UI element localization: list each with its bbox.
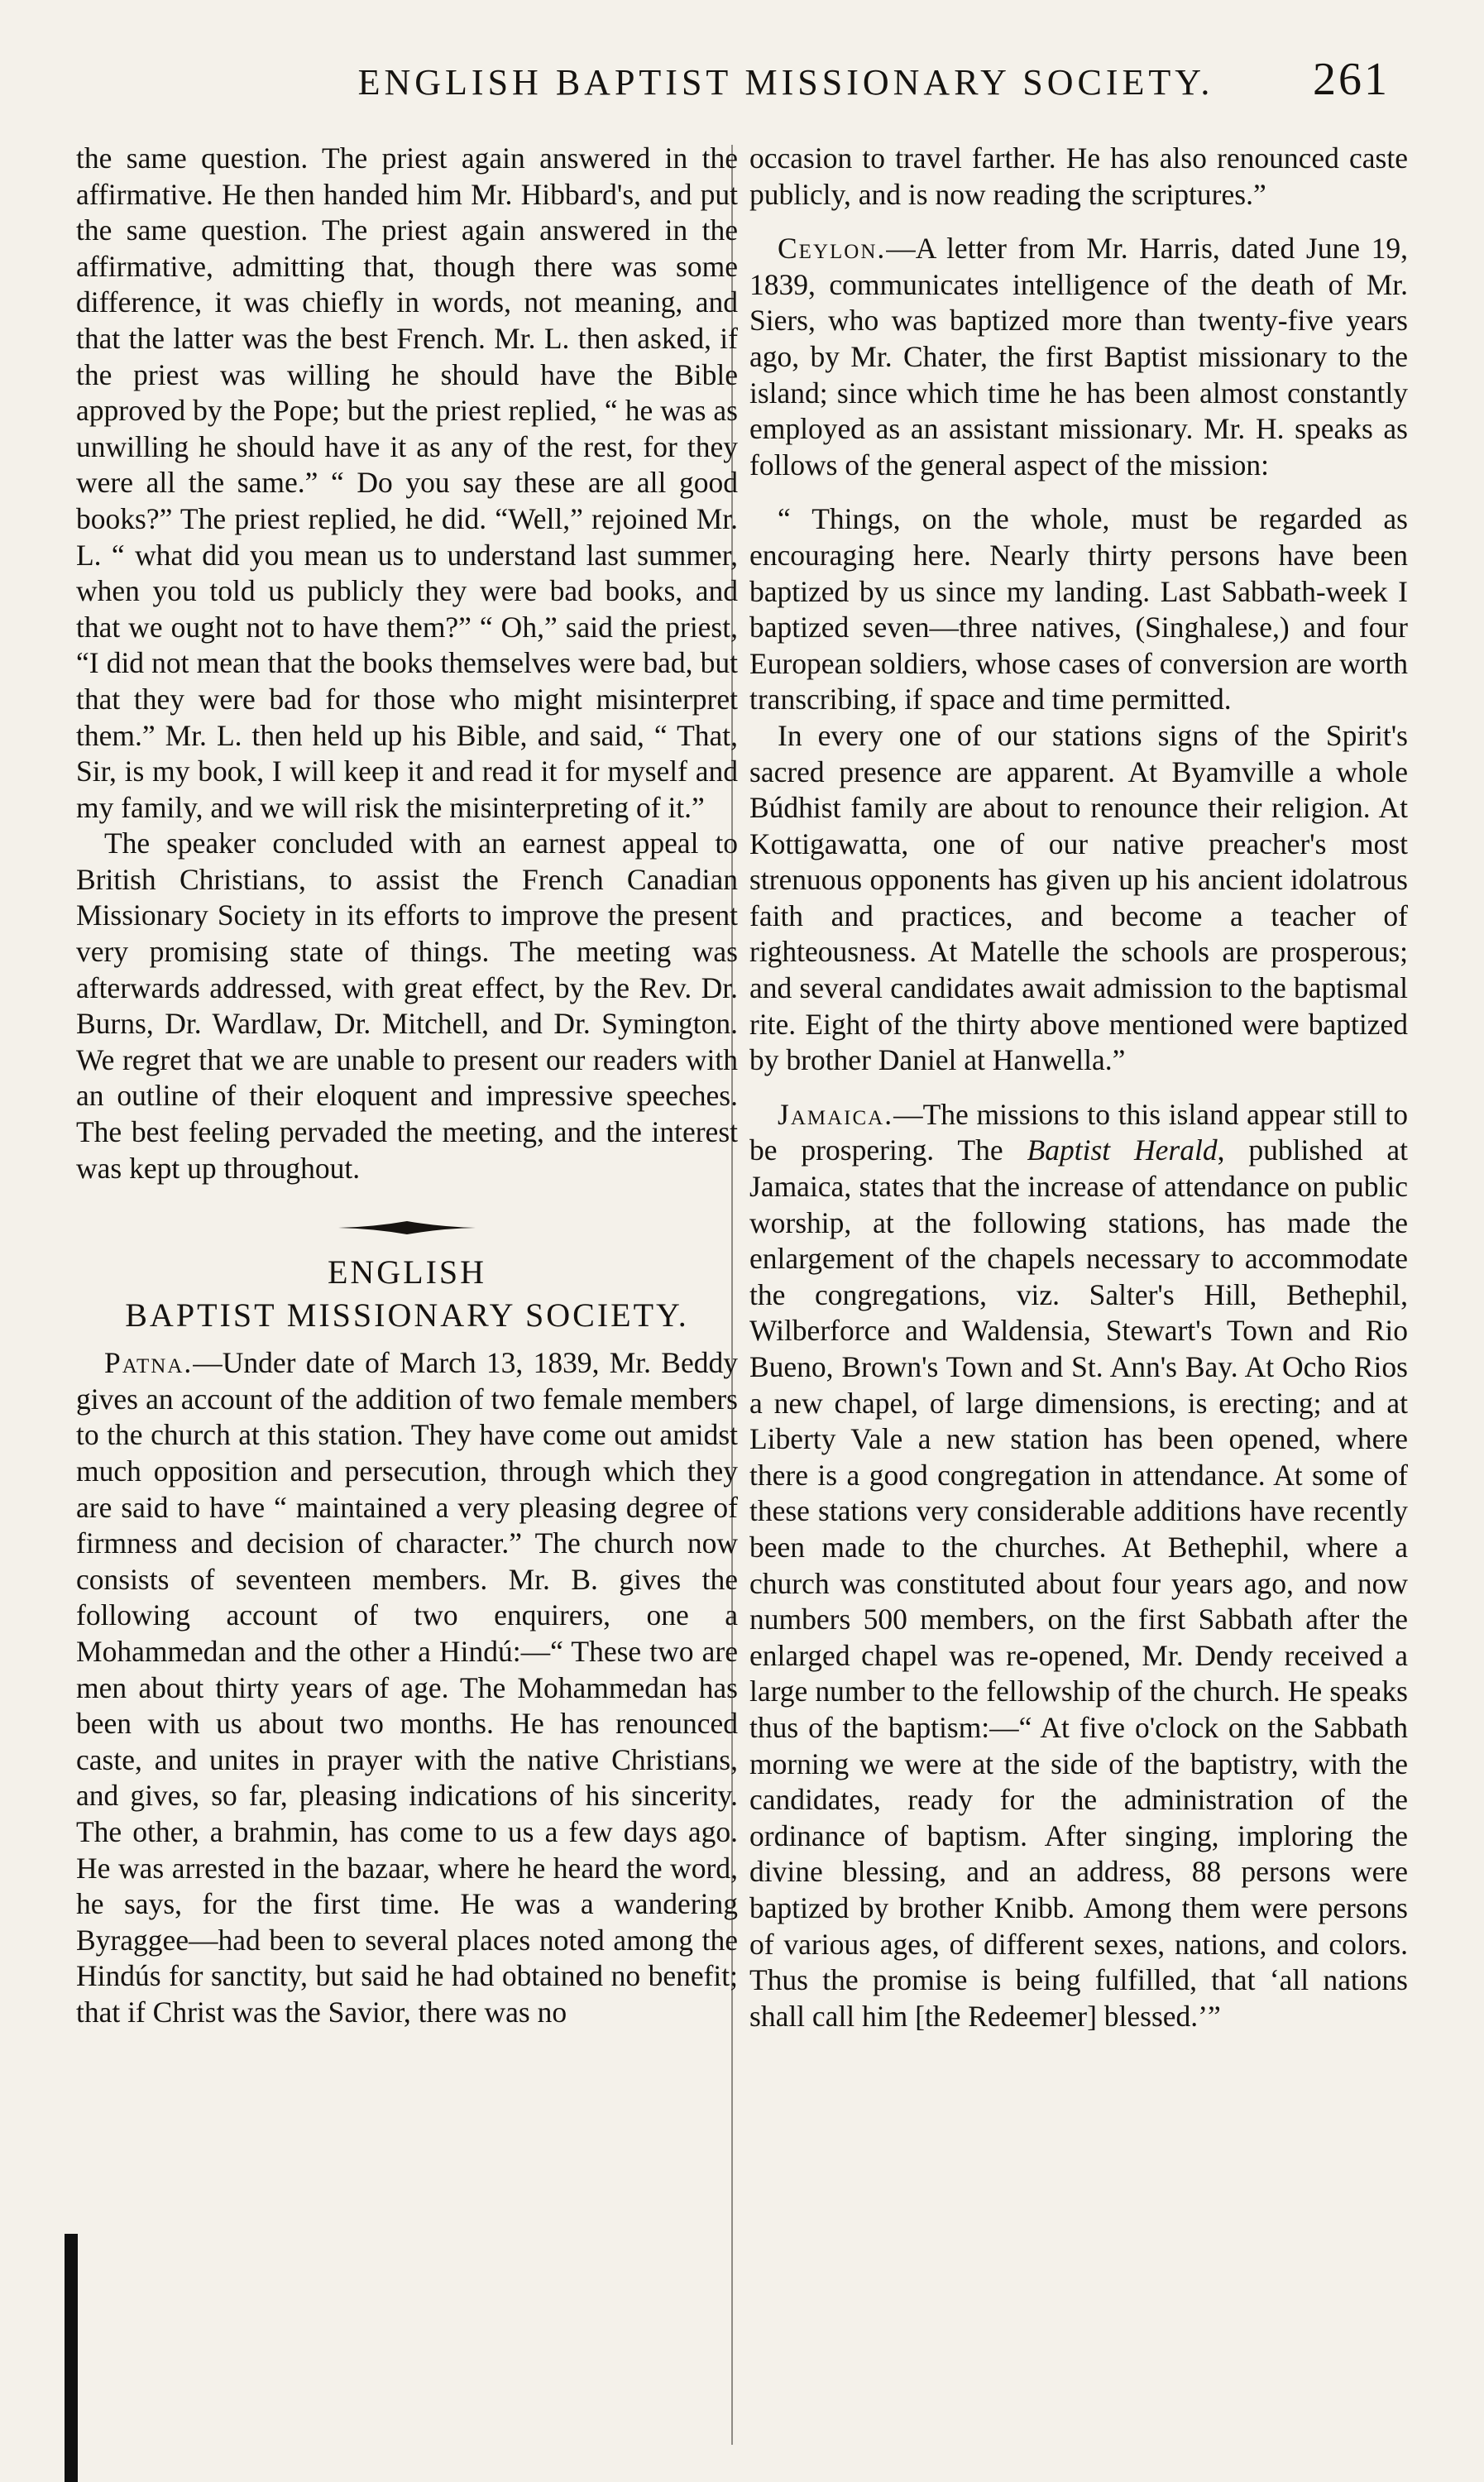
jamaica-publication-title: Baptist Herald (1027, 1133, 1218, 1167)
place-name-patna: Patna. (104, 1346, 194, 1380)
running-head (248, 53, 1390, 111)
ceylon-text: —A letter from Mr. Harris, dated June 19, 1839, communicates intelligence of the death of Mr. Siers, who was baptized more than twenty-five years ago, by Mr. Chater, the first Baptist missionary to the island; since which time he has been almost constantly employed as an assistant missionary. Mr. H. speaks as follows of the general aspect of the mission: (749, 232, 1408, 482)
printers-ornament-rule-icon (337, 1219, 477, 1236)
running-title: ENGLISH BAPTIST MISSIONARY SOCIETY. (357, 62, 1214, 103)
left-column (76, 141, 738, 2031)
paragraph-continuation: occasion to travel farther. He has also renounced caste publicly, and is now reading the scriptures.” (749, 141, 1408, 211)
paragraph-jamaica (749, 1097, 1408, 2034)
section-heading-english: ENGLISH (327, 1253, 487, 1291)
page-number: 261 (1313, 54, 1390, 105)
page-binding-edge (65, 2234, 78, 2482)
paragraph-speaker-concluded: The speaker concluded with an earnest appeal to British Christians, to assist the French Canadian Missionary Society in its efforts to improve the present very promising state of things. The meeting was afterwards addressed, with great effect, by the Rev. Dr. Burns, Dr. Wardlaw, Dr. Mitchell, and Dr. Symington. We regret that we are unable to present our readers with an outline of their eloquent and impressive speeches. The best feeling pervaded the meeting, and the interest was kept up throughout. (76, 827, 738, 1185)
paragraph-priest-dialogue: the same question. The priest again answered in the affirmative. He then handed him Mr. Hibbard's, and put the same question. The priest again answered in the affirmative, admitting that, though there was some difference, it was chiefly in words, not meaning, and that the latter was the best French. Mr. L. then asked, if the priest was willing he should have the Bible approved by the Pope; but the priest replied, “ he was as unwilling he should have it as any of the rest, for they were all the same.” “ Do you say these are all good books?” The priest replied, he did. “Well,” rejoined Mr. L. “ what did you mean us to understand last summer, when you told us publicly they were bad books, and that we ought not to have them?” “ Oh,” said the priest, “I did not mean that the books themselves were bad, but that they were bad for those who might misinterpret them.” Mr. L. then held up his Bible, and said, “ That, Sir, is my book, I will keep it and read it for myself and my family, and we will risk the misinterpreting of it.” (76, 141, 738, 824)
right-column (749, 141, 1408, 2034)
paragraph-ceylon-quote-1: “ Things, on the whole, must be regarded as encouraging here. Nearly thirty persons have been baptized by us since my landing. Last Sabbath-week I baptized seven—three natives, (Singhalese,) and four European soldiers, whose cases of conversion are worth transcribing, if space and time permitted. (749, 502, 1408, 716)
section-heading-society: BAPTIST MISSIONARY SOCIETY. (125, 1296, 689, 1334)
jamaica-text-b: , published at Jamaica, states that the increase of attendance on public worship, at the following stations, has made the enlargement of the chapels necessary to accommodate the congregations, viz. Salter's Hill, Bethephil, Wilberforce and Waldensia, Stewart's Town and Rio Bueno, Brown's Town and St. Ann's Bay. At Ocho Rios a new chapel, of large dimensions, is erecting; and at Liberty Vale a new station has been opened, where there is a good congregation in attendance. At some of these stations very considerable additions have recently been made to the churches. At Bethephil, where a church was constituted about four years ago, and now numbers 500 members, on the first Sabbath after the enlarged chapel was re-opened, Mr. Dendy received a large number to the fellowship of the church. He speaks thus of the baptism:—“ At five o'clock on the Sabbath morning we were at the side of the baptistry, with the candidates, ready for the administration of the ordinance of baptism. After singing, imploring the divine blessing, and an address, 88 persons were baptized by brother Knibb. Among them were persons of various ages, of different sexes, nations, and colors. Thus the promise is being fulfilled, that ‘all nations shall call him [the Redeemer] blessed.’” (749, 1133, 1409, 2033)
patna-text: —Under date of March 13, 1839, Mr. Beddy gives an account of the addition of two female members to the church at this station. They have come out amidst much opposition and persecution, through which they are said to have “ maintained a very pleasing degree of firmness and decision of character.” The church now consists of seventeen members. Mr. B. gives the following account of two enquirers, one a Mohammedan and the other a Hindú:—“ These two are men about thirty years of age. The Mohammedan has been with us about two months. He has renounced caste, and unites in prayer with the native Christians, and gives, so far, pleasing indications of his sincerity. The other, a brahmin, has come to us a few days ago. He was arrested in the bazaar, where he heard the word, he says, for the first time. He was a wandering Byraggee—had been to several places noted among the Hindús for sanctity, but said he had obtained no benefit; that if Christ was the Savior, there was no (76, 1346, 738, 2029)
ornament (76, 1219, 738, 1236)
paragraph-patna (76, 1345, 738, 2030)
place-name-jamaica: Jamaica. (778, 1097, 894, 1131)
jamaica-text-a: —The missions to this island appear still to be prospering. The (749, 1097, 1408, 1167)
place-name-ceylon: Ceylon. (778, 232, 887, 266)
paragraph-ceylon (749, 231, 1408, 483)
paragraph-ceylon-quote-2: In every one of our stations signs of the Spirit's sacred presence are apparent. At Byamville a whole Búdhist family are about to renounce their religion. At Kottigawatta, one of our native preacher's most strenuous opponents has given up his ancient idolatrous faith and practices, and become a teacher of righteousness. At Matelle the schools are prosperous; and several candidates await admission to the baptismal rite. Eight of the thirty above mentioned were baptized by brother Daniel at Hanwella.” (749, 718, 1408, 1077)
